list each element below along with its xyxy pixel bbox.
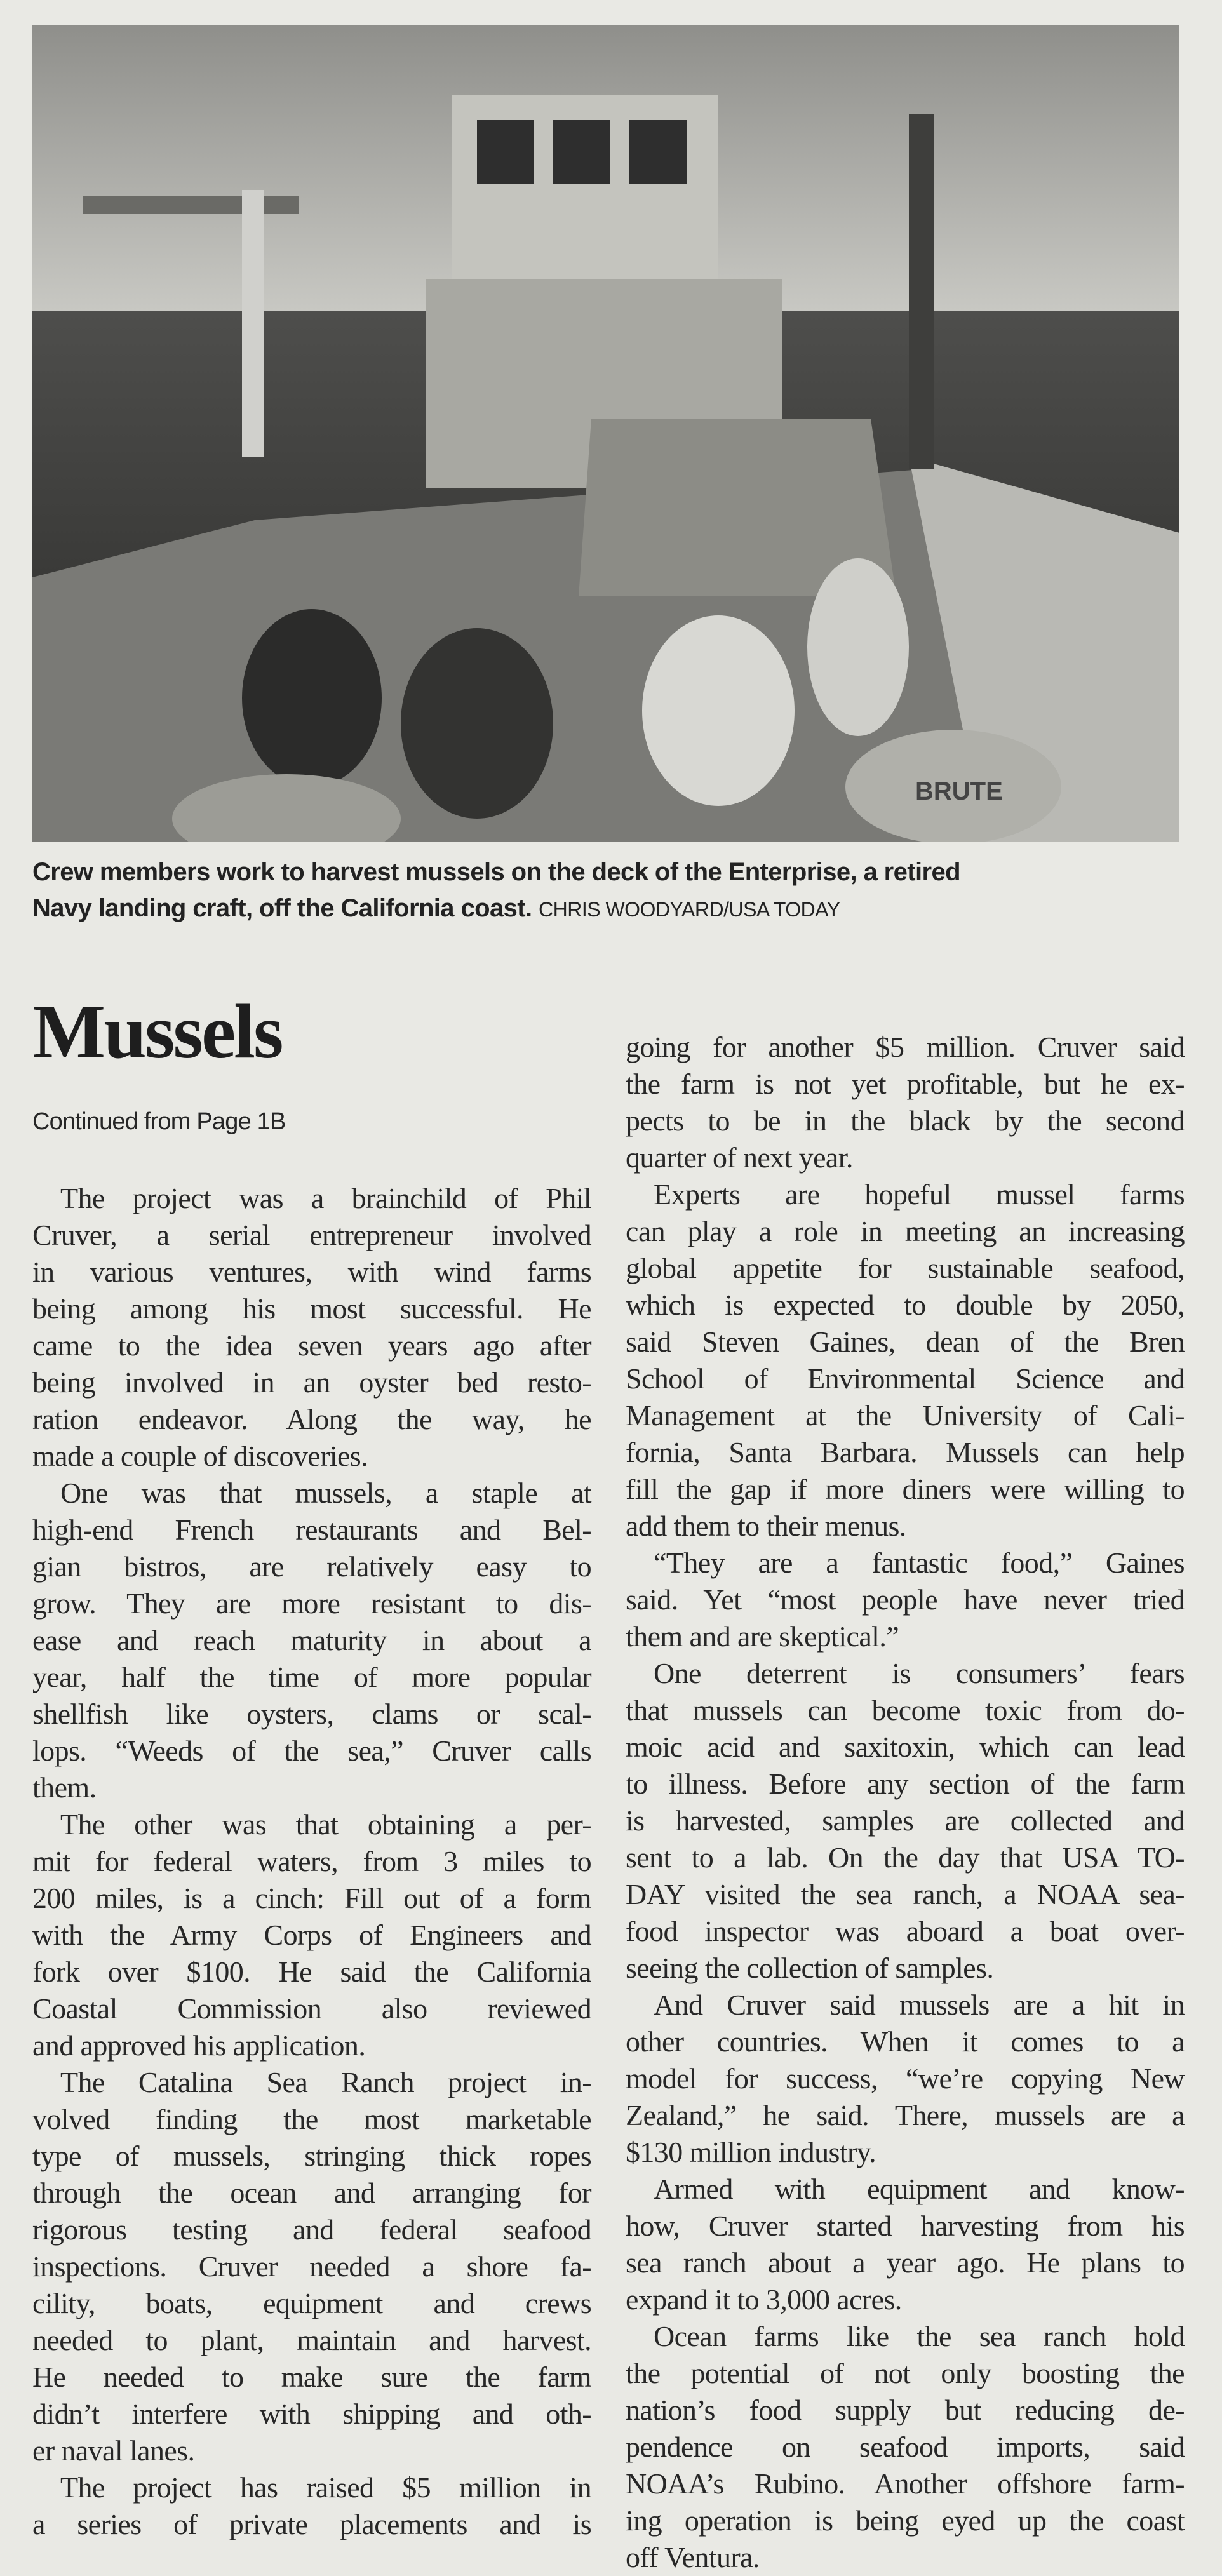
text-line: pendence on seafood imports, said [626, 2431, 1185, 2463]
text-line: He needed to make sure the farm [32, 2361, 591, 2393]
text-line: ration endeavor. Along the way, he [32, 1403, 591, 1435]
text-line: The Catalina Sea Ranch project in- [60, 2066, 591, 2098]
text-line: Zealand,” he said. There, mussels are a [626, 2099, 1185, 2131]
text-line: volved finding the most marketable [32, 2103, 591, 2135]
text-line: can play a role in meeting an increasing [626, 1215, 1185, 1247]
text-line: type of mussels, stringing thick ropes [32, 2140, 591, 2172]
text-line: moic acid and saxitoxin, which can lead [626, 1731, 1185, 1763]
text-line: came to the idea seven years ago after [32, 1329, 591, 1362]
text-line: NOAA’s Rubino. Another offshore farm- [626, 2467, 1185, 2500]
photo-credit: CHRIS WOODYARD/USA TODAY [539, 898, 840, 921]
text-line: The project was a brainchild of Phil [60, 1182, 591, 1214]
crane [83, 196, 299, 214]
jump-line: Continued from Page 1B [32, 1108, 286, 1135]
paragraph [626, 2318, 1185, 2576]
text-line: rigorous testing and federal seafood [32, 2213, 591, 2246]
text-line: sea ranch about a year ago. He plans to [626, 2246, 1185, 2279]
crew-3 [642, 615, 795, 806]
text-line: off Ventura. [626, 2541, 760, 2573]
photo-caption [32, 854, 1188, 928]
paragraph [32, 1806, 591, 2064]
text-line: said. Yet “most people have never tried [626, 1583, 1185, 1616]
text-line: said Steven Gaines, dean of the Bren [626, 1325, 1185, 1358]
paragraph [32, 1180, 591, 1475]
text-line: global appetite for sustainable seafood, [626, 1252, 1185, 1284]
text-line: a series of private placements and is [32, 2508, 591, 2540]
left-column [32, 1180, 591, 2543]
text-line: is harvested, samples are collected and [626, 1804, 1185, 1837]
text-line: food inspector was aboard a boat over- [626, 1915, 1185, 1947]
boat-photo-illustration [32, 25, 1179, 842]
text-line: and approved his application. [32, 2029, 366, 2062]
text-line: quarter of next year. [626, 1141, 853, 1174]
caption-text: Navy landing craft, off the California coast. [32, 894, 532, 922]
text-line: fornia, Santa Barbara. Mussels can help [626, 1436, 1185, 1468]
text-line: inspections. Cruver needed a shore fa- [32, 2250, 591, 2283]
text-line: being involved in an oyster bed resto- [32, 1366, 591, 1399]
paragraph [32, 1475, 591, 1806]
text-line: being among his most successful. He [32, 1292, 591, 1325]
text-line: add them to their menus. [626, 1510, 906, 1542]
text-line: needed to plant, maintain and harvest. [32, 2324, 591, 2356]
headline: Mussels [32, 989, 282, 1075]
text-line: The project has raised $5 million in [60, 2471, 591, 2504]
text-line: with the Army Corps of Engineers and [32, 1919, 591, 1951]
text-line: shellfish like oysters, clams or scal- [32, 1698, 591, 1730]
text-line: how, Cruver started harvesting from his [626, 2210, 1185, 2242]
text-line: Ocean farms like the sea ranch hold [654, 2320, 1185, 2352]
paragraph [626, 1545, 1185, 1655]
text-line: fill the gap if more diners were willing to [626, 1473, 1185, 1505]
text-line: nation’s food supply but reducing de- [626, 2394, 1185, 2426]
text-line: model for success, “we’re copying New [626, 2062, 1185, 2095]
paragraph [626, 1987, 1185, 2171]
text-line: them. [32, 1771, 97, 1804]
text-line: er naval lanes. [32, 2434, 195, 2467]
text-line: “They are a fantastic food,” Gaines [654, 1546, 1185, 1579]
text-line: other countries. When it comes to a [626, 2025, 1185, 2058]
text-line: gian bistros, are relatively easy to [32, 1550, 591, 1583]
text-line: Armed with equipment and know- [654, 2173, 1185, 2205]
crew-1 [242, 609, 382, 787]
text-line: the farm is not yet profitable, but he ex- [626, 1068, 1185, 1100]
text-line: made a couple of discoveries. [32, 1440, 368, 1472]
paragraph [32, 2064, 591, 2469]
crew-2 [401, 628, 553, 819]
text-line: fork over $100. He said the California [32, 1955, 591, 1988]
paragraph [626, 2171, 1185, 2318]
text-line: seeing the collection of samples. [626, 1952, 994, 1984]
paragraph [626, 1655, 1185, 1987]
text-line: $130 million industry. [626, 2136, 876, 2168]
caption-line-1: Crew members work to harvest mussels on the deck of the Enterprise, a retired [32, 858, 960, 886]
text-line: expand it to 3,000 acres. [626, 2283, 902, 2316]
paragraph [626, 1176, 1185, 1545]
text-line: going for another $5 million. Cruver said [626, 1031, 1185, 1063]
text-line: in various ventures, with wind farms [32, 1256, 591, 1288]
text-line: ing operation is being eyed up the coast [626, 2504, 1185, 2537]
text-line: year, half the time of more popular [32, 1661, 591, 1693]
paragraph [626, 1029, 1185, 1176]
crew-4 [807, 558, 909, 736]
paragraph [32, 2469, 591, 2543]
text-line: sent to a lab. On the day that USA TO- [626, 1841, 1185, 1874]
text-line: didn’t interfere with shipping and oth- [32, 2398, 591, 2430]
text-line: pects to be in the black by the second [626, 1104, 1185, 1137]
text-line: ease and reach maturity in about a [32, 1624, 591, 1656]
text-line: Coastal Commission also reviewed [32, 1992, 591, 2025]
text-line: grow. They are more resistant to dis- [32, 1587, 591, 1620]
text-line: mit for federal waters, from 3 miles to [32, 1845, 591, 1877]
text-line: One was that mussels, a staple at [60, 1477, 591, 1509]
text-line: 200 miles, is a cinch: Fill out of a form [32, 1882, 591, 1914]
text-line: the potential of not only boosting the [626, 2357, 1185, 2389]
barrel-label: BRUTE [915, 777, 1003, 805]
caption-line-2 [32, 890, 1188, 928]
text-line: cility, boats, equipment and crews [32, 2287, 591, 2319]
text-line: DAY visited the sea ranch, a NOAA sea- [626, 1878, 1185, 1910]
mast [909, 114, 934, 469]
text-line: lops. “Weeds of the sea,” Cruver calls [32, 1734, 591, 1767]
text-line: which is expected to double by 2050, [626, 1289, 1185, 1321]
text-line: Experts are hopeful mussel farms [654, 1178, 1185, 1211]
article-photo [32, 25, 1179, 842]
text-line: to illness. Before any section of the farm [626, 1768, 1185, 1800]
text-line: them and are skeptical.” [626, 1620, 899, 1653]
text-line: Cruver, a serial entrepreneur involved [32, 1219, 591, 1251]
text-line: And Cruver said mussels are a hit in [654, 1989, 1185, 2021]
text-line: The other was that obtaining a per- [60, 1808, 591, 1841]
text-line: One deterrent is consumers’ fears [654, 1657, 1185, 1689]
text-line: high-end French restaurants and Bel- [32, 1513, 591, 1546]
text-line: School of Environmental Science and [626, 1362, 1185, 1395]
text-line: Management at the University of Cali- [626, 1399, 1185, 1432]
text-line: that mussels can become toxic from do- [626, 1694, 1185, 1726]
text-line: through the ocean and arranging for [32, 2177, 591, 2209]
right-column [626, 1029, 1185, 2576]
